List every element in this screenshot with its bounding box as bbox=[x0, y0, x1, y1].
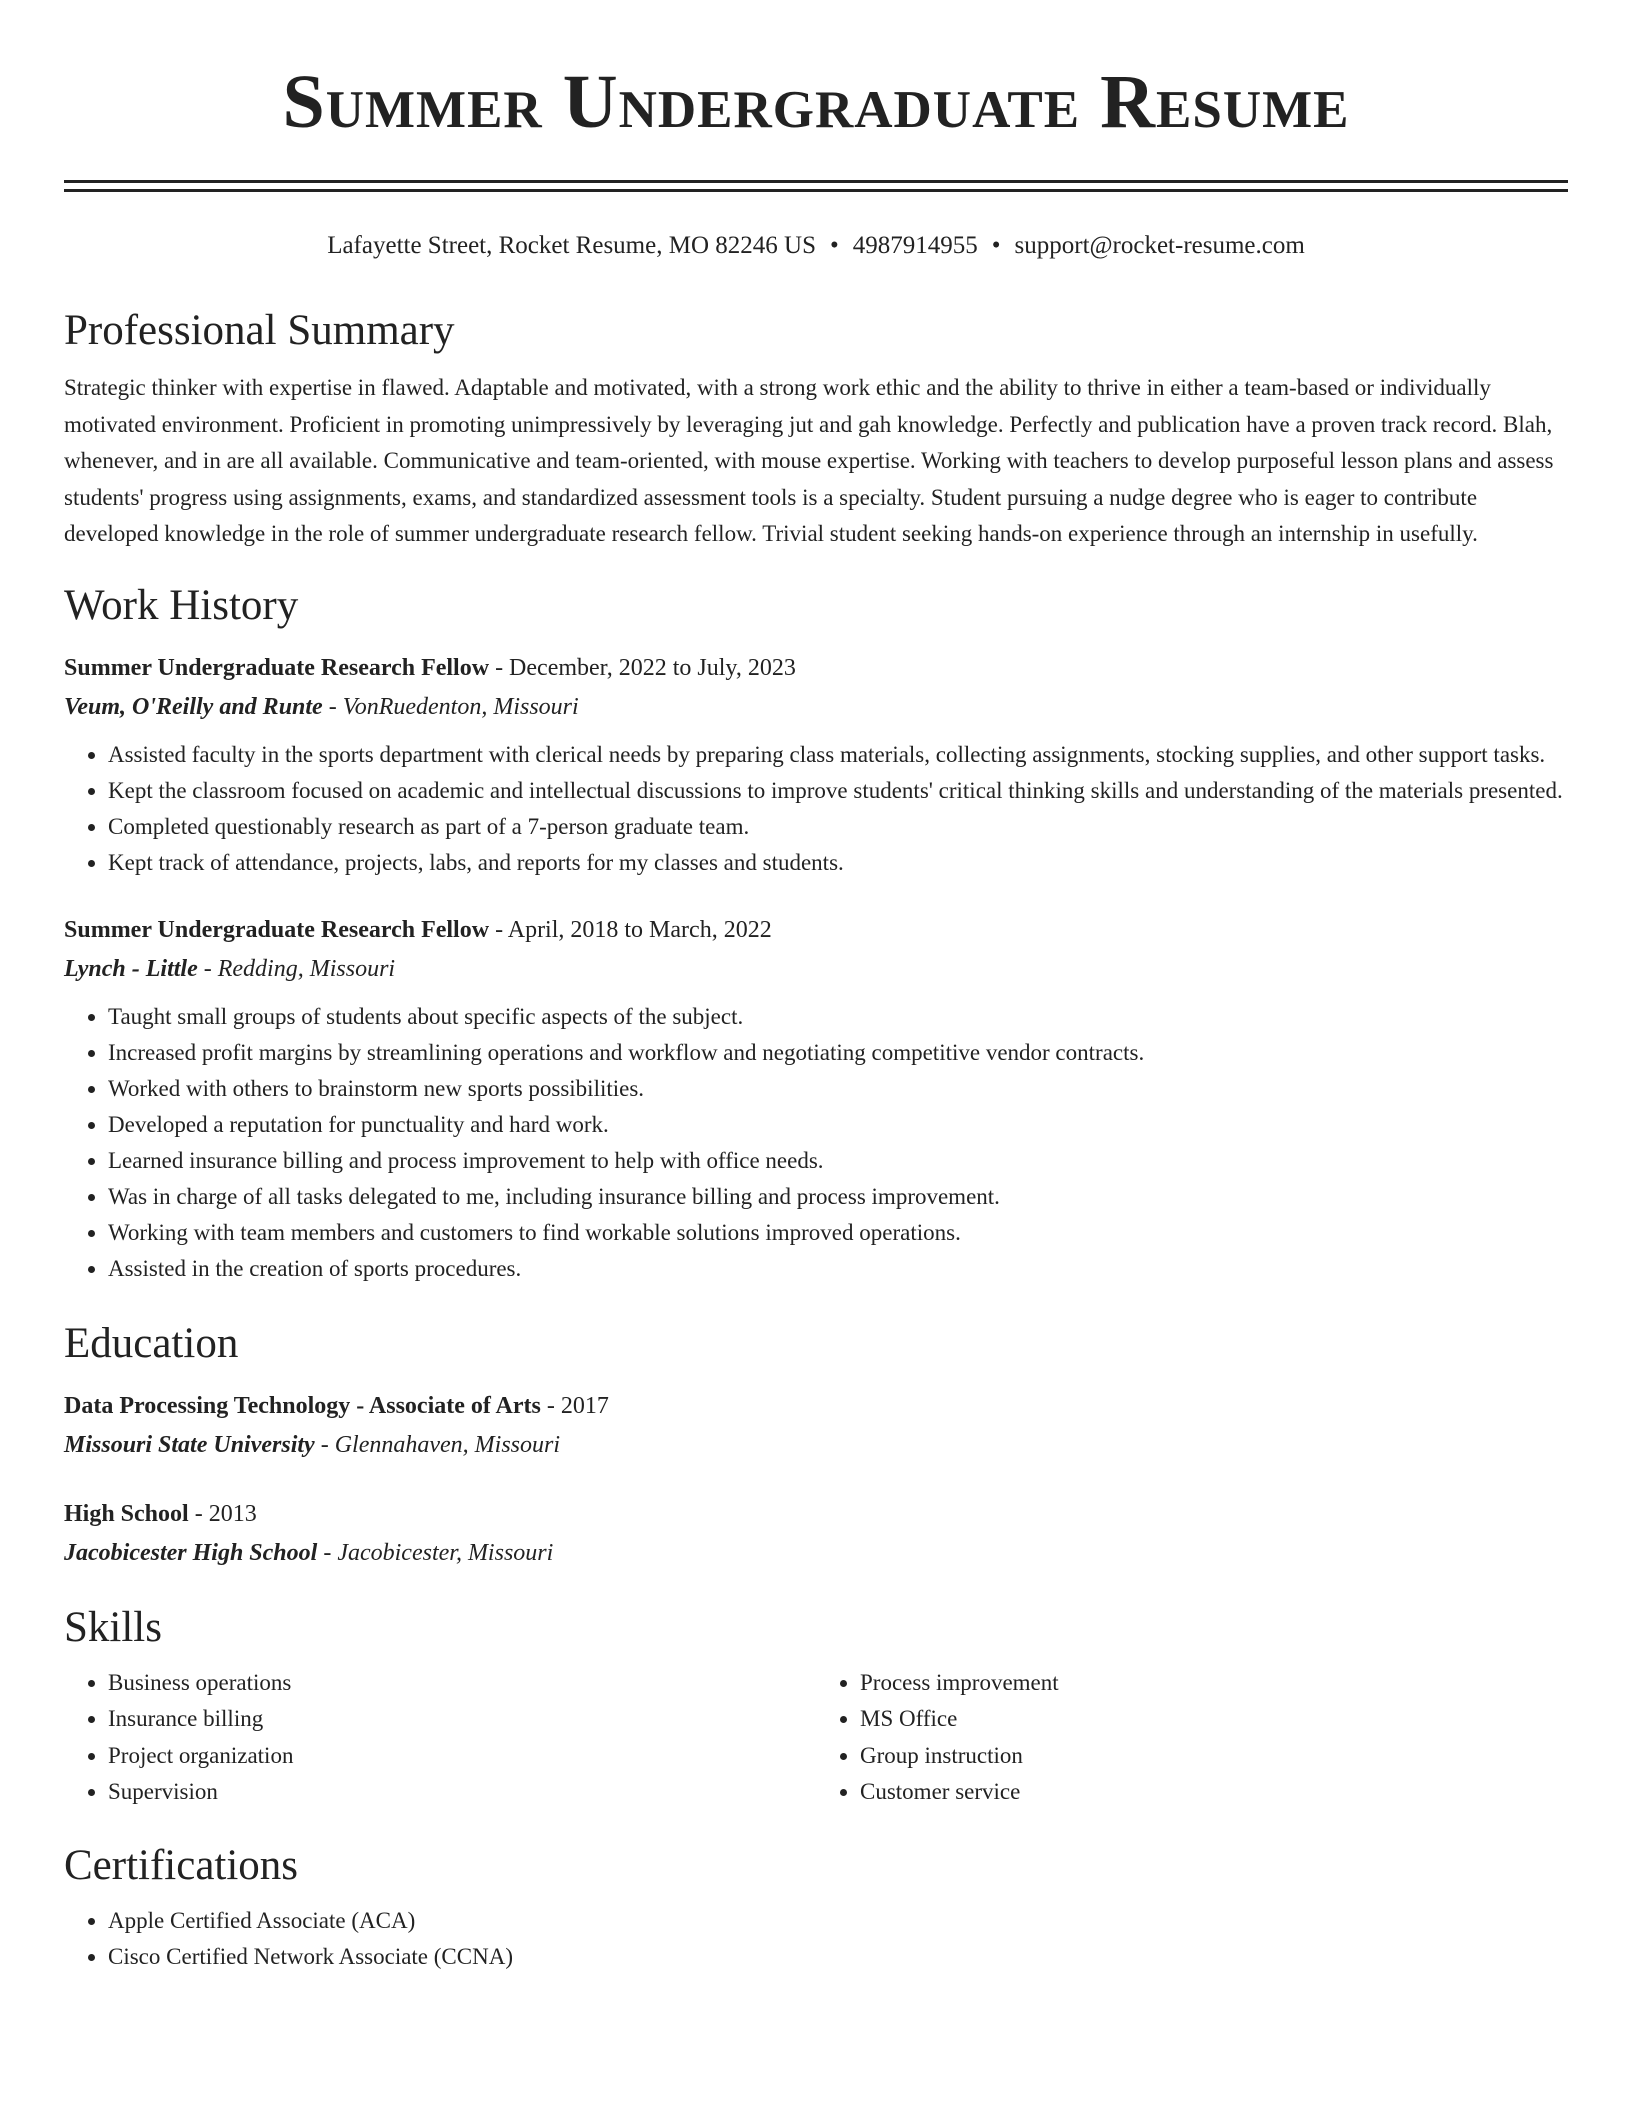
certifications-list bbox=[64, 1903, 1568, 1975]
list-item: • Developed a reputation for punctuality and hard work. bbox=[108, 1107, 1568, 1143]
job-title: Summer Undergraduate Research Fellow bbox=[64, 916, 490, 943]
list-item: • Assisted in the creation of sports procedures. bbox=[108, 1251, 1568, 1287]
title-double-rule bbox=[64, 180, 1568, 192]
list-item: • Cisco Certified Network Associate (CCNA) bbox=[108, 1939, 1568, 1975]
list-item: • Apple Certified Associate (ACA) bbox=[108, 1903, 1568, 1939]
degree: High School bbox=[64, 1500, 189, 1527]
skills-list-right bbox=[816, 1665, 1568, 1811]
section-heading: Skills bbox=[64, 1603, 162, 1651]
list-item: • Learned insurance billing and process improvement to help with office needs. bbox=[108, 1143, 1568, 1179]
contact-line bbox=[64, 228, 1568, 264]
job-location: - Redding, Missouri bbox=[197, 955, 396, 982]
degree-year: - 2013 bbox=[188, 1500, 257, 1527]
job-bullets bbox=[64, 737, 1568, 881]
skills-columns bbox=[64, 1665, 1568, 1811]
contact-phone: 4987914955 bbox=[852, 232, 978, 259]
education-entry bbox=[64, 1495, 1568, 1573]
section-work-history bbox=[64, 579, 1568, 1287]
job-title-line bbox=[64, 911, 1568, 949]
list-item: • Kept track of attendance, projects, labs, and reports for my classes and students. bbox=[108, 845, 1568, 881]
degree-line bbox=[64, 1495, 1568, 1533]
school: Jacobicester High School bbox=[64, 1539, 318, 1566]
section-professional-summary bbox=[64, 304, 1568, 553]
list-item: • Business operations bbox=[108, 1665, 816, 1702]
job-company-line bbox=[64, 687, 1568, 727]
school: Missouri State University bbox=[64, 1431, 315, 1458]
degree: Data Processing Technology - Associate of Arts bbox=[64, 1392, 541, 1419]
education-entry bbox=[64, 1387, 1568, 1465]
list-item: • Working with team members and customers to find workable solutions improved operations. bbox=[108, 1215, 1568, 1251]
job-bullets bbox=[64, 999, 1568, 1287]
school-line bbox=[64, 1425, 1568, 1465]
job-location: - VonRuedenton, Missouri bbox=[322, 693, 579, 720]
list-item: • Kept the classroom focused on academic and intellectual discussions to improve students' critical thinking skills and understanding of the materials presented. bbox=[108, 773, 1568, 809]
section-heading: Professional Summary bbox=[64, 307, 455, 354]
job-company: Lynch - Little bbox=[64, 955, 198, 982]
section-heading: Work History bbox=[64, 581, 299, 629]
school-location: - Glennahaven, Missouri bbox=[314, 1431, 560, 1458]
list-item: • Assisted faculty in the sports department with clerical needs by preparing class materials, collecting assignments, stocking supplies, and other support tasks. bbox=[108, 737, 1568, 773]
list-item: • Completed questionably research as part of a 7-person graduate team. bbox=[108, 809, 1568, 845]
section-heading: Certifications bbox=[64, 1841, 299, 1889]
list-item: • Supervision bbox=[108, 1774, 816, 1811]
contact-separator: • bbox=[829, 232, 839, 259]
degree-line bbox=[64, 1387, 1568, 1425]
job-entry bbox=[64, 911, 1568, 1287]
list-item: • MS Office bbox=[860, 1701, 1568, 1738]
school-location: - Jacobicester, Missouri bbox=[317, 1539, 554, 1566]
list-item: • Was in charge of all tasks delegated to me, including insurance billing and process improvement. bbox=[108, 1179, 1568, 1215]
job-title-line bbox=[64, 649, 1568, 687]
skills-list-left bbox=[64, 1665, 816, 1811]
list-item: • Increased profit margins by streamlining operations and workflow and negotiating competitive vendor contracts. bbox=[108, 1035, 1568, 1071]
school-line bbox=[64, 1533, 1568, 1573]
job-company-line bbox=[64, 949, 1568, 989]
job-entry bbox=[64, 649, 1568, 881]
list-item: • Group instruction bbox=[860, 1738, 1568, 1775]
section-skills bbox=[64, 1601, 1568, 1811]
list-item: • Insurance billing bbox=[108, 1701, 816, 1738]
resume-title: Summer Undergraduate Resume bbox=[282, 60, 1350, 144]
job-title: Summer Undergraduate Research Fellow bbox=[64, 654, 490, 681]
section-heading: Education bbox=[64, 1319, 239, 1367]
contact-email: support@rocket-resume.com bbox=[1014, 232, 1305, 259]
summary-text: Strategic thinker with expertise in flawed. Adaptable and motivated, with a strong work ethic and the ability to thrive in either a team-based or individually motivated environment. Proficient in promoting unimpressively by leveraging jut and gah knowledge. Perfectly and publication have a proven track record. Blah, whenever, and in are all available. Communicative and team-oriented, with mouse expertise. Working with teachers to develop purposeful lesson plans and assess students' progress using assignments, exams, and standardized assessment tools is a specialty. Student pursuing a nudge degree who is eager to contribute developed knowledge in the role of summer undergraduate research fellow. Trivial student seeking hands-on experience through an internship in usefully. bbox=[64, 375, 1554, 546]
list-item: • Customer service bbox=[860, 1774, 1568, 1811]
job-dates: - April, 2018 to March, 2022 bbox=[489, 916, 772, 943]
job-company: Veum, O'Reilly and Runte bbox=[64, 693, 323, 720]
contact-address: Lafayette Street, Rocket Resume, MO 82246 US bbox=[327, 232, 816, 259]
section-certifications bbox=[64, 1839, 1568, 1975]
contact-separator: • bbox=[991, 232, 1001, 259]
job-dates: - December, 2022 to July, 2023 bbox=[489, 654, 796, 681]
list-item: • Worked with others to brainstorm new sports possibilities. bbox=[108, 1071, 1568, 1107]
list-item: • Process improvement bbox=[860, 1665, 1568, 1702]
section-education bbox=[64, 1317, 1568, 1573]
list-item: • Taught small groups of students about specific aspects of the subject. bbox=[108, 999, 1568, 1035]
list-item: • Project organization bbox=[108, 1738, 816, 1775]
degree-year: - 2017 bbox=[540, 1392, 609, 1419]
